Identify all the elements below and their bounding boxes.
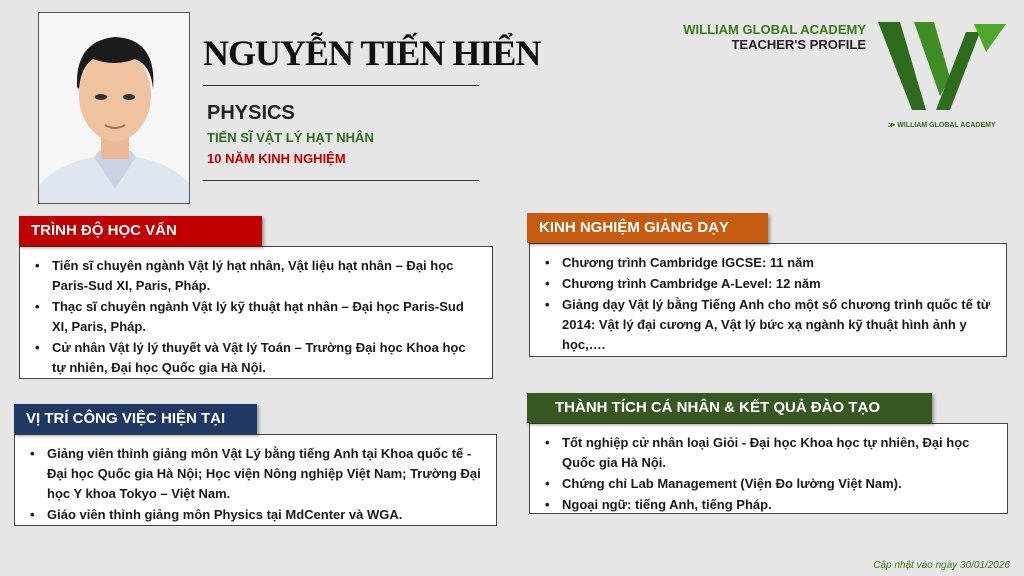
logo-caption: ≫ WILLIAM GLOBAL ACADEMY xyxy=(888,122,996,129)
education-box xyxy=(19,246,493,379)
position-header: VỊ TRÍ CÔNG VIỆC HIỆN TẠI xyxy=(14,404,257,434)
list-item: • Chứng chỉ Lab Management (Viện Đo lường Việt Nam). xyxy=(542,474,997,494)
teacher-name: NGUYỄN TIẾN HIỂN xyxy=(203,33,541,73)
list-item: • Chương trình Cambridge IGCSE: 11 năm xyxy=(542,253,996,273)
position-box xyxy=(14,434,497,526)
teaching-box xyxy=(529,243,1007,357)
subject-title: PHYSICS xyxy=(207,102,295,124)
position-list xyxy=(15,435,496,534)
education-list xyxy=(20,247,492,387)
list-item: • Tiến sĩ chuyên ngành Vật lý hạt nhân, Vật liệu hạt nhân – Đại học Paris-Sud XI, Paris, Pháp. xyxy=(32,256,482,296)
degree-label: TIẾN SĨ VẬT LÝ HẠT NHÂN xyxy=(207,130,374,145)
profile-caption: TEACHER'S PROFILE xyxy=(731,37,866,52)
teaching-list xyxy=(530,244,1006,364)
teacher-photo xyxy=(38,12,190,204)
name-divider xyxy=(203,85,479,86)
list-item: • Giảng viên thỉnh giảng môn Vật Lý bằng tiếng Anh tại Khoa quốc tế - Đại học Quốc gia Hà Nội; Học viện Nông nghiệp Việt Nam; Trường Đại học Y khoa Tokyo – Việt Nam. xyxy=(27,444,486,504)
list-item: • Ngoại ngữ: tiếng Anh, tiếng Pháp. xyxy=(542,495,997,515)
wga-logo-icon xyxy=(878,22,1008,122)
list-item: • Giáo viên thỉnh giảng môn Physics tại MdCenter và WGA. xyxy=(27,505,486,525)
update-date: Cập nhật vào ngày 30/01/2026 xyxy=(873,560,1010,571)
education-header: TRÌNH ĐỘ HỌC VẤN xyxy=(19,216,262,246)
list-item: • Giảng dạy Vật lý bằng Tiếng Anh cho một số chương trình quốc tế từ 2014: Vật lý đại cương A, Vật lý bức xạ ngành kỹ thuật hình ảnh y học,…. xyxy=(542,295,996,355)
list-item: • Chương trình Cambridge A-Level: 12 năm xyxy=(542,274,996,294)
list-item: • Cử nhân Vật lý lý thuyết và Vật lý Toán – Trường Đại học Khoa học tự nhiên, Đại học Quốc gia Hà Nội. xyxy=(32,338,482,378)
list-item: • Thạc sĩ chuyên ngành Vật lý kỹ thuật hạt nhân – Đại học Paris-Sud XI, Paris, Pháp. xyxy=(32,297,482,337)
achievements-header: THÀNH TÍCH CÁ NHÂN & KẾT QUẢ ĐÀO TẠO xyxy=(527,393,932,423)
brand-name: WILLIAM GLOBAL ACADEMY xyxy=(683,22,866,37)
teaching-header: KINH NGHIỆM GIẢNG DẠY xyxy=(527,213,768,243)
experience-label: 10 NĂM KINH NGHIỆM xyxy=(207,151,346,166)
list-item: • Tốt nghiệp cử nhân loại Giỏi - Đại học Khoa học tự nhiên, Đại học Quốc gia Hà Nội. xyxy=(542,433,997,473)
profile-divider xyxy=(203,180,479,181)
achievements-list xyxy=(530,424,1007,524)
achievements-box xyxy=(529,423,1008,514)
